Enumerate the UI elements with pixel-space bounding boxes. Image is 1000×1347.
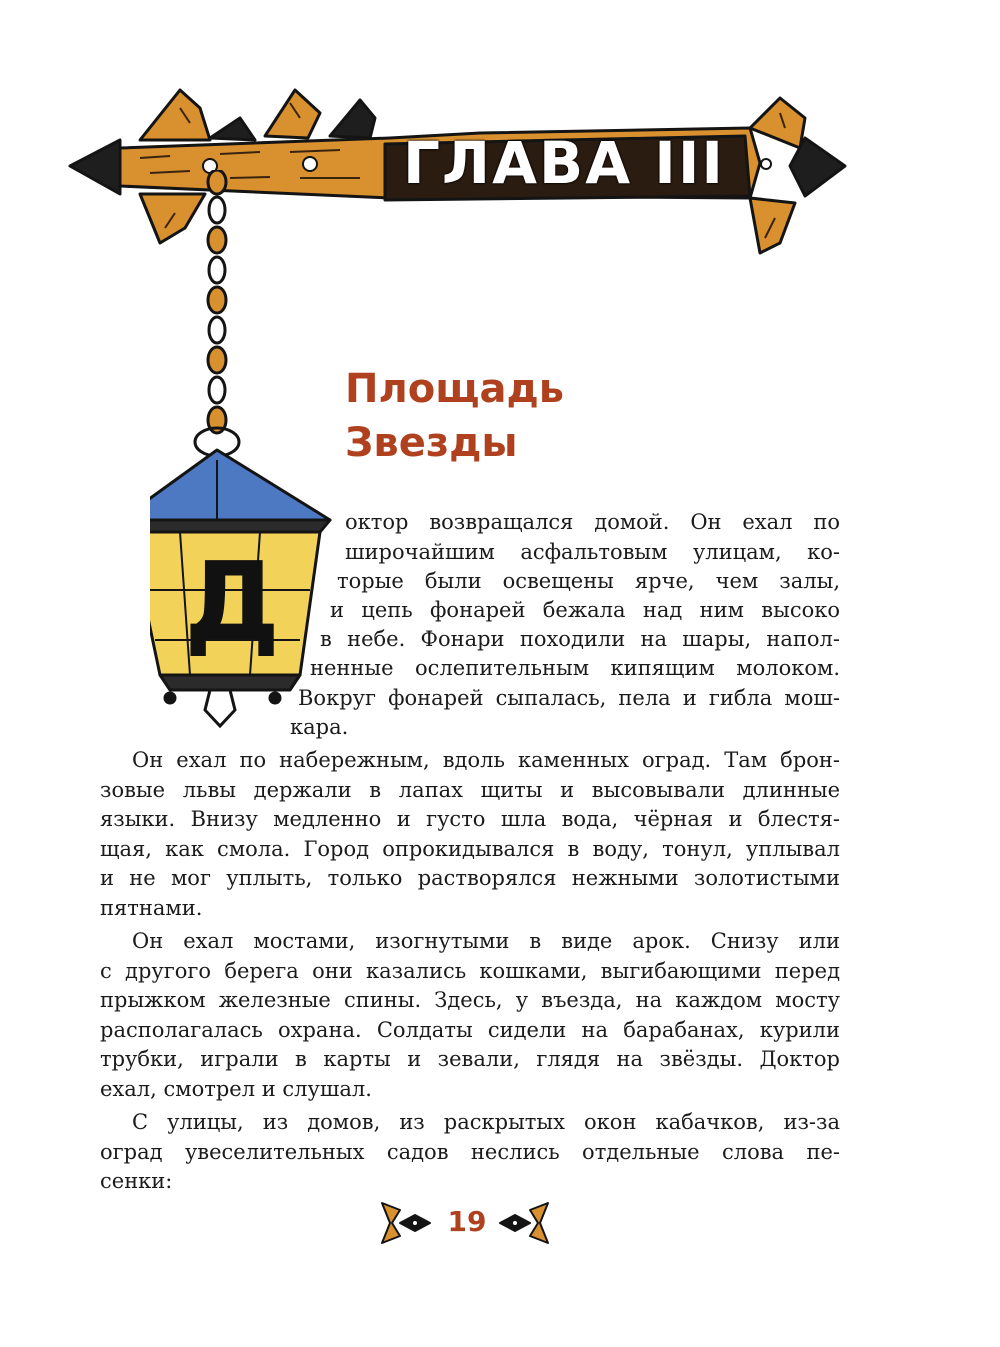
left-ornament-icon xyxy=(382,1203,430,1243)
drop-cap: Д xyxy=(184,540,281,665)
text-line: языки. Внизу медленно и густо шла вода, чёрная и блестя- xyxy=(100,807,840,831)
text-line: октор возвращался домой. Он ехал по xyxy=(345,510,840,534)
text-line: ехал, смотрел и слушал. xyxy=(100,1077,372,1101)
text-line: прыжком железные спины. Здесь, у въезда, на каждом мосту xyxy=(100,988,840,1012)
text-line: сенки: xyxy=(100,1169,173,1193)
chapter-title xyxy=(345,362,564,470)
text-line: Он ехал по набережным, вдоль каменных оград. Там брон- xyxy=(132,748,840,772)
text-line: трубки, играли в карты и зевали, глядя на звёзды. Доктор xyxy=(100,1047,840,1071)
chapter-title-line-2: Звезды xyxy=(345,420,518,466)
right-ornament-icon xyxy=(500,1203,548,1243)
text-line: оград увеселительных садов неслись отдельные слова пе- xyxy=(100,1140,840,1164)
text-line: ненные ослепительным кипящим молоком. xyxy=(310,656,840,680)
text-line: в небе. Фонари походили на шары, напол- xyxy=(320,627,840,651)
chapter-label: ГЛАВА III xyxy=(402,129,726,197)
text-line: с другого берега они казались кошками, выгибающими перед xyxy=(100,959,840,983)
text-line: широчайшим асфальтовым улицам, ко- xyxy=(345,540,840,564)
text-line: Вокруг фонарей сыпалась, пела и гибла мош- xyxy=(298,686,840,710)
text-line: располагалась охрана. Солдаты сидели на барабанах, курили xyxy=(100,1018,840,1042)
text-line: и не мог уплыть, только растворялся нежными золотистыми xyxy=(100,866,840,890)
page-number: 19 xyxy=(447,1205,487,1238)
text-line: Он ехал мостами, изогнутыми в виде арок. Снизу или xyxy=(132,929,840,953)
chapter-title-line-1: Площадь xyxy=(345,366,565,412)
text-line: С улицы, из домов, из раскрытых окон кабачков, из-за xyxy=(132,1110,840,1134)
text-line: пятнами. xyxy=(100,896,203,920)
text-line: щая, как смола. Город опрокидывался в воду, тонул, уплывал xyxy=(100,837,840,861)
text-line: кара. xyxy=(290,715,349,739)
text-line: зовые львы держали в лапах щиты и высовывали длинные xyxy=(100,778,840,802)
text-line: и цепь фонарей бежала над ним высоко xyxy=(330,598,840,622)
text-line: торые были освещены ярче, чем залы, xyxy=(337,569,840,593)
